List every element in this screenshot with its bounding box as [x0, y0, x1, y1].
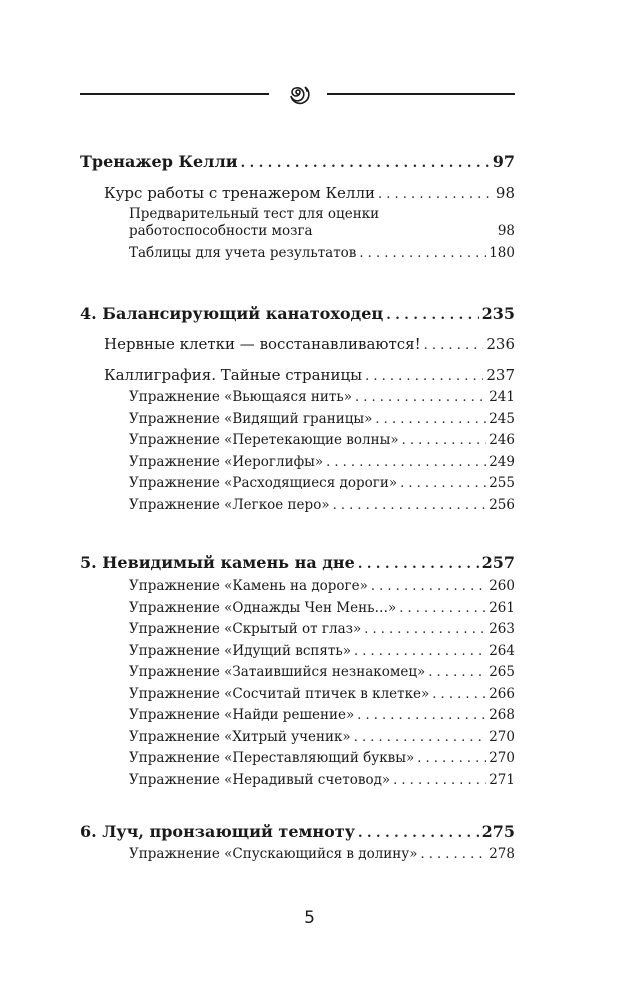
toc-title: Нервные клетки — восстанавливаются!	[104, 335, 421, 353]
toc-title: Упражнение «Переставляющий буквы»	[129, 750, 415, 766]
toc-title: Упражнение «Сосчитай птичек в клетке»	[129, 686, 430, 702]
toc-page: 256	[489, 497, 515, 513]
toc-title: Упражнение «Спускающийся в долину»	[129, 846, 418, 862]
toc-page: 98	[495, 184, 515, 202]
toc-title: Упражнение «Перетекающие волны»	[129, 432, 399, 448]
toc-page: 98	[497, 223, 515, 239]
toc-page: 268	[489, 707, 515, 723]
toc-page: 263	[489, 621, 515, 637]
leader-dots	[417, 751, 486, 766]
leader-dots	[326, 455, 486, 470]
leader-dots	[432, 687, 486, 702]
toc-entry-section[interactable]	[80, 152, 515, 171]
toc-entry-item[interactable]	[80, 600, 515, 616]
toc-entry-item[interactable]	[80, 750, 515, 766]
toc-page: 270	[489, 729, 515, 745]
toc-entry-item[interactable]	[80, 664, 515, 680]
toc-entry-subsection[interactable]	[80, 366, 515, 384]
toc-title: Упражнение «Затаившийся незнакомец»	[129, 664, 426, 680]
toc-page: 264	[489, 643, 515, 659]
toc-entry-item[interactable]	[80, 621, 515, 637]
toc-title-line2: работоспособности мозга	[129, 223, 313, 239]
toc-entry-subsection[interactable]	[80, 184, 515, 202]
leader-dots	[378, 187, 493, 202]
toc-page: 237	[486, 366, 515, 384]
toc-page: 278	[489, 846, 515, 862]
toc-entry-item[interactable]	[80, 707, 515, 723]
leader-dots	[402, 433, 487, 448]
toc-entry-section[interactable]	[80, 822, 515, 841]
toc-entry-item[interactable]	[80, 846, 515, 862]
toc-title: 4. Балансирующий канатоходец	[80, 304, 384, 323]
toc-title: Упражнение «Легкое перо»	[129, 497, 330, 513]
toc-page: 97	[492, 152, 515, 171]
toc-page: 249	[489, 454, 515, 470]
toc-page: 180	[489, 245, 515, 261]
table-of-contents	[80, 0, 515, 1000]
leader-dots	[371, 579, 486, 594]
toc-entry-item[interactable]	[80, 432, 515, 448]
toc-page: 236	[486, 335, 515, 353]
toc-title: 6. Луч, пронзающий темноту	[80, 822, 355, 841]
toc-page: 266	[489, 686, 515, 702]
toc-entry-section[interactable]	[80, 304, 515, 323]
toc-entry-item[interactable]	[80, 729, 515, 745]
toc-title: Упражнение «Видящий границы»	[129, 411, 373, 427]
toc-page: 260	[489, 578, 515, 594]
toc-title: Упражнение «Иероглифы»	[129, 454, 324, 470]
toc-entry-item[interactable]	[80, 772, 515, 788]
toc-title: Упражнение «Вьющаяся нить»	[129, 389, 352, 405]
toc-entry-section[interactable]	[80, 553, 515, 572]
toc-entry-item[interactable]	[80, 454, 515, 470]
leader-dots	[386, 308, 478, 323]
toc-title: Упражнение «Нерадивый счетовод»	[129, 772, 391, 788]
leader-dots	[399, 601, 486, 616]
toc-title: Упражнение «Однажды Чен Мень…»	[129, 600, 397, 616]
toc-entry-item[interactable]	[80, 686, 515, 702]
toc-page: 235	[481, 304, 515, 323]
leader-dots	[354, 644, 486, 659]
leader-dots	[424, 338, 484, 353]
toc-title: Упражнение «Камень на дороге»	[129, 578, 368, 594]
leader-dots	[241, 156, 490, 171]
toc-title: 5. Невидимый камень на дне	[80, 553, 355, 572]
toc-entry-subsection[interactable]	[80, 335, 515, 353]
toc-title: Упражнение «Хитрый ученик»	[129, 729, 351, 745]
toc-page: 261	[489, 600, 515, 616]
toc-entry-item[interactable]	[129, 206, 515, 240]
toc-page: 246	[489, 432, 515, 448]
toc-entry-item[interactable]	[80, 245, 515, 261]
leader-dots	[333, 498, 487, 513]
toc-title: Упражнение «Расходящиеся дороги»	[129, 475, 398, 491]
leader-dots	[364, 622, 486, 637]
toc-page: 241	[489, 389, 515, 405]
toc-page: 257	[481, 553, 515, 572]
toc-title: Упражнение «Идущий вспять»	[129, 643, 352, 659]
toc-page: 275	[481, 822, 515, 841]
toc-entry-item[interactable]	[80, 578, 515, 594]
leader-dots	[428, 665, 486, 680]
toc-title: Тренажер Келли	[80, 152, 238, 171]
leader-dots	[355, 390, 486, 405]
leader-dots	[420, 847, 486, 862]
toc-page: 255	[489, 475, 515, 491]
toc-title: Каллиграфия. Тайные страницы	[104, 366, 363, 384]
leader-dots	[358, 557, 479, 572]
toc-page: 270	[489, 750, 515, 766]
leader-dots	[393, 773, 486, 788]
toc-title: Упражнение «Скрытый от глаз»	[129, 621, 362, 637]
toc-entry-item[interactable]	[80, 497, 515, 513]
toc-entry-item[interactable]	[80, 643, 515, 659]
leader-dots	[358, 826, 479, 841]
toc-page: 271	[489, 772, 515, 788]
leader-dots	[359, 246, 486, 261]
toc-entry-item[interactable]	[80, 475, 515, 491]
toc-title: Курс работы с тренажером Келли	[104, 184, 375, 202]
toc-title: Упражнение «Найди решение»	[129, 707, 355, 723]
toc-title: Таблицы для учета результатов	[129, 245, 357, 261]
toc-title-line1: Предварительный тест для оценки	[129, 206, 380, 222]
toc-page: 245	[489, 411, 515, 427]
leader-dots	[354, 730, 487, 745]
toc-page: 265	[489, 664, 515, 680]
page-number: 5	[304, 908, 315, 928]
leader-dots	[375, 412, 486, 427]
leader-dots	[357, 708, 486, 723]
leader-dots	[365, 369, 483, 384]
toc-entry-item[interactable]	[80, 389, 515, 405]
toc-entry-item[interactable]	[80, 411, 515, 427]
leader-dots	[400, 476, 486, 491]
